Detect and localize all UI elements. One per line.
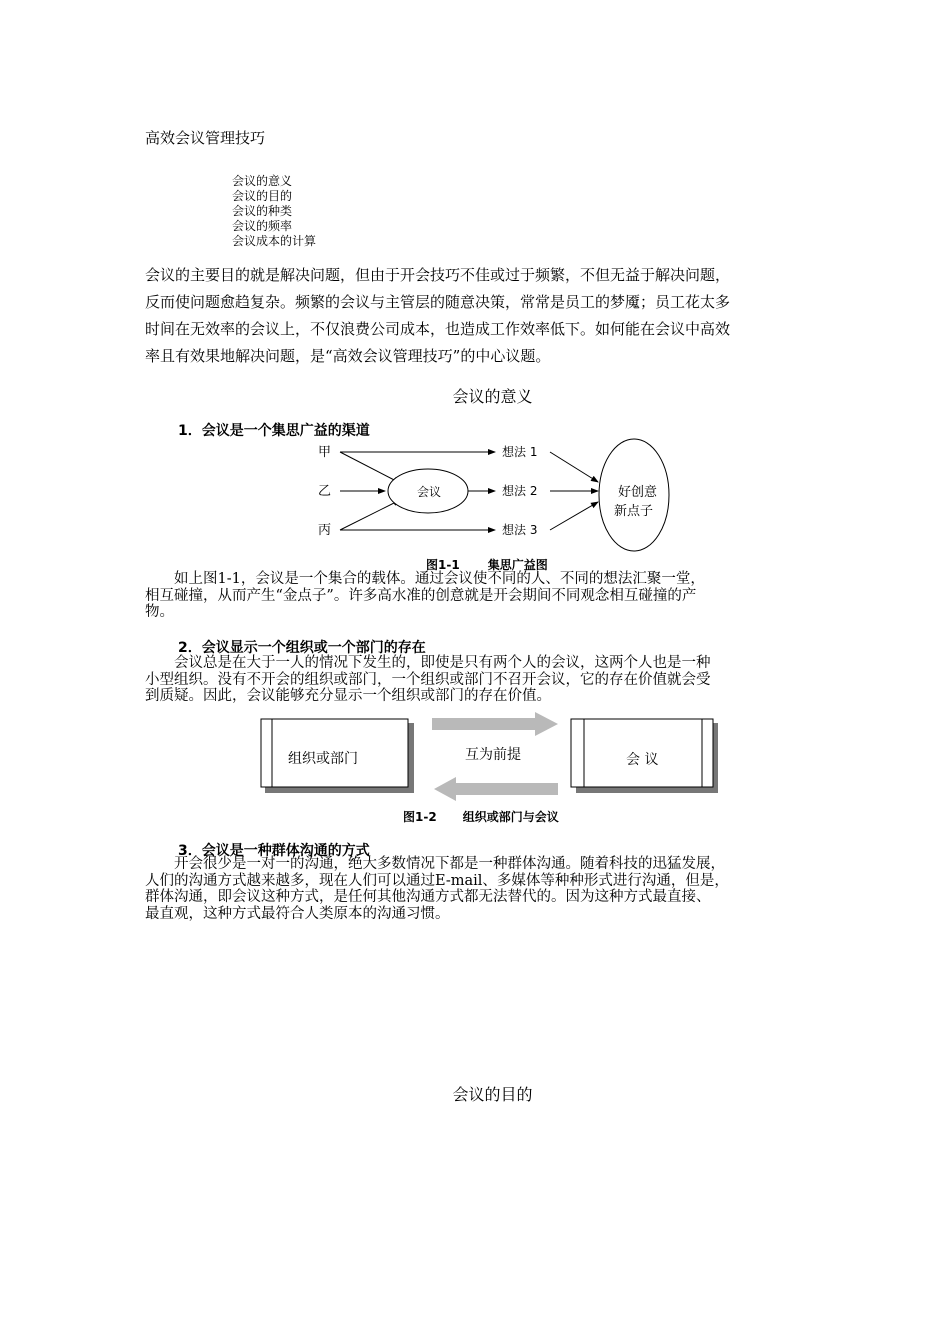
intro-paragraph — [145, 262, 815, 370]
idea-1-label: 想法 1 — [502, 445, 538, 459]
intro-line: 反而使问题愈趋复杂。频繁的会议与主管层的随意决策，常常是员工的梦魇；员工花太多 — [145, 293, 731, 311]
point1-heading: 1．会议是一个集思广益的渠道 — [178, 423, 370, 439]
table-of-contents — [232, 174, 316, 249]
caption-number: 图1-2 — [403, 810, 437, 824]
arrow-right-gray — [432, 712, 558, 736]
input-yi: 乙 — [318, 484, 332, 499]
section-heading-purpose: 会议的目的 — [452, 1085, 533, 1104]
toc-item[interactable]: 会议的种类 — [232, 204, 293, 218]
toc-item[interactable]: 会议的意义 — [232, 174, 293, 188]
caption-number: 图1-1 — [426, 558, 460, 572]
point2-paragraph — [145, 655, 711, 705]
point2-heading: 2．会议显示一个组织或一个部门的存在 — [178, 640, 426, 656]
paragraph-line: 物。 — [145, 604, 174, 620]
result-label-line2: 新点子 — [614, 504, 654, 519]
figure-1-2-caption — [403, 808, 559, 825]
caption-text: 组织或部门与会议 — [462, 810, 559, 824]
paragraph-line: 如上图1-1，会议是一个集合的载体。通过会议使不同的人、不同的想法汇聚一堂， — [145, 571, 705, 587]
paragraph-line: 小型组织。没有不开会的组织或部门，一个组织或部门不召开会议，它的存在价值就会受 — [145, 671, 711, 688]
figure-org-meeting-diagram — [258, 708, 720, 808]
arrow-jia-to-meeting — [340, 452, 400, 483]
paragraph-line: 最直观，这种方式最符合人类原本的沟通习惯。 — [145, 905, 450, 922]
right-box-label: 会 议 — [626, 752, 659, 768]
intro-line: 率且有效果地解决问题，是“高效会议管理技巧”的中心议题。 — [145, 347, 551, 365]
arrow-left-gray — [434, 777, 558, 801]
idea-2-label: 想法 2 — [502, 484, 538, 498]
meeting-label: 会议 — [417, 485, 442, 499]
paragraph-line: 群体沟通，即会议这种方式，是任何其他沟通方式都无法替代的。因为这种方式最直接、 — [145, 889, 711, 905]
paragraph-line: 相互碰撞，从而产生“金点子”。许多高水准的创意就是开会期间不同观念相互碰撞的产 — [145, 587, 697, 604]
paragraph-line: 开会很少是一对一的沟通，绝大多数情况下都是一种群体沟通。随着科技的迅猛发展， — [145, 856, 725, 872]
paragraph-line: 人们的沟通方式越来越多，现在人们可以通过E-mail、多媒体等种种形式进行沟通，但是， — [145, 872, 729, 889]
toc-item[interactable]: 会议的目的 — [232, 189, 293, 203]
toc-item[interactable]: 会议的频率 — [232, 219, 293, 233]
result-label-line1: 好创意 — [618, 485, 658, 500]
input-jia: 甲 — [318, 445, 332, 460]
document-title: 高效会议管理技巧 — [145, 129, 266, 147]
toc-item[interactable]: 会议成本的计算 — [232, 234, 317, 248]
paragraph-line: 到质疑。因此，会议能够充分显示一个组织或部门的存在价值。 — [145, 688, 551, 704]
middle-label: 互为前提 — [465, 747, 521, 763]
paragraph-line: 会议总是在大于一人的情况下发生的，即使是只有两个人的会议，这两个人也是一种 — [145, 655, 711, 671]
intro-line: 时间在无效率的会议上，不仅浪费公司成本，也造成工作效率低下。如何能在会议中高效 — [145, 320, 731, 338]
idea-3-label: 想法 3 — [502, 523, 538, 537]
point3-heading: 3．会议是一种群体沟通的方式 — [178, 843, 370, 859]
caption-text: 集思广益图 — [487, 558, 548, 572]
left-box-label: 组织或部门 — [288, 751, 358, 767]
intro-line: 会议的主要目的就是解决问题，但由于开会技巧不佳或过于频繁，不但无益于解决问题， — [145, 266, 731, 284]
arrow-idea1-to-result — [550, 452, 598, 482]
section-heading-meaning: 会议的意义 — [452, 387, 533, 406]
arrow-idea3-to-result — [550, 502, 598, 530]
input-bing: 丙 — [318, 523, 332, 538]
point1-paragraph — [145, 571, 705, 621]
figure-brainstorm-diagram — [300, 438, 680, 556]
point3-paragraph — [145, 856, 729, 922]
arrow-bing-to-meeting — [340, 500, 400, 530]
